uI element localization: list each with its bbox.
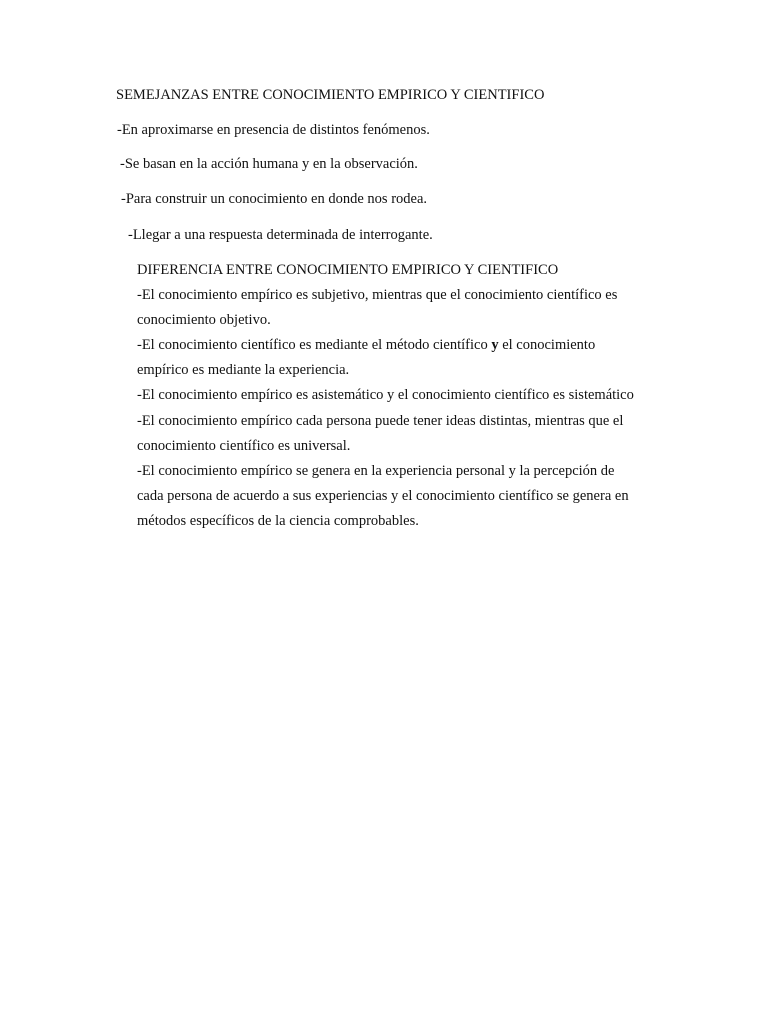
difference-line: métodos específicos de la ciencia comprobables.	[137, 513, 419, 529]
difference-line: cada persona de acuerdo a sus experiencias y el conocimiento científico se genera en	[137, 488, 629, 504]
similarity-item: -En aproximarse en presencia de distintos fenómenos.	[117, 122, 430, 138]
difference-line-text: -El conocimiento científico es mediante el método científico	[137, 337, 492, 353]
similarities-heading: SEMEJANZAS ENTRE CONOCIMIENTO EMPIRICO Y CIENTIFICO	[116, 87, 545, 103]
difference-line: empírico es mediante la experiencia.	[137, 362, 350, 378]
similarity-item: -Llegar a una respuesta determinada de interrogante.	[128, 227, 433, 243]
difference-line: -El conocimiento empírico es subjetivo, mientras que el conocimiento científico es	[137, 287, 618, 303]
difference-line	[137, 336, 595, 354]
difference-line: -El conocimiento empírico cada persona puede tener ideas distintas, mientras que el	[137, 413, 624, 429]
difference-line: conocimiento objetivo.	[137, 312, 271, 328]
difference-line: -El conocimiento empírico es asistemático y el conocimiento científico es sistemático	[137, 387, 634, 403]
differences-heading: DIFERENCIA ENTRE CONOCIMIENTO EMPIRICO Y CIENTIFICO	[137, 262, 559, 278]
similarity-item: -Para construir un conocimiento en donde nos rodea.	[121, 191, 428, 207]
difference-line-text: el conocimiento	[498, 337, 596, 353]
difference-line-bold: y	[491, 337, 499, 353]
difference-line: conocimiento científico es universal.	[137, 438, 351, 454]
similarity-item: -Se basan en la acción humana y en la observación.	[120, 156, 418, 172]
difference-line: -El conocimiento empírico se genera en la experiencia personal y la percepción de	[137, 463, 615, 479]
